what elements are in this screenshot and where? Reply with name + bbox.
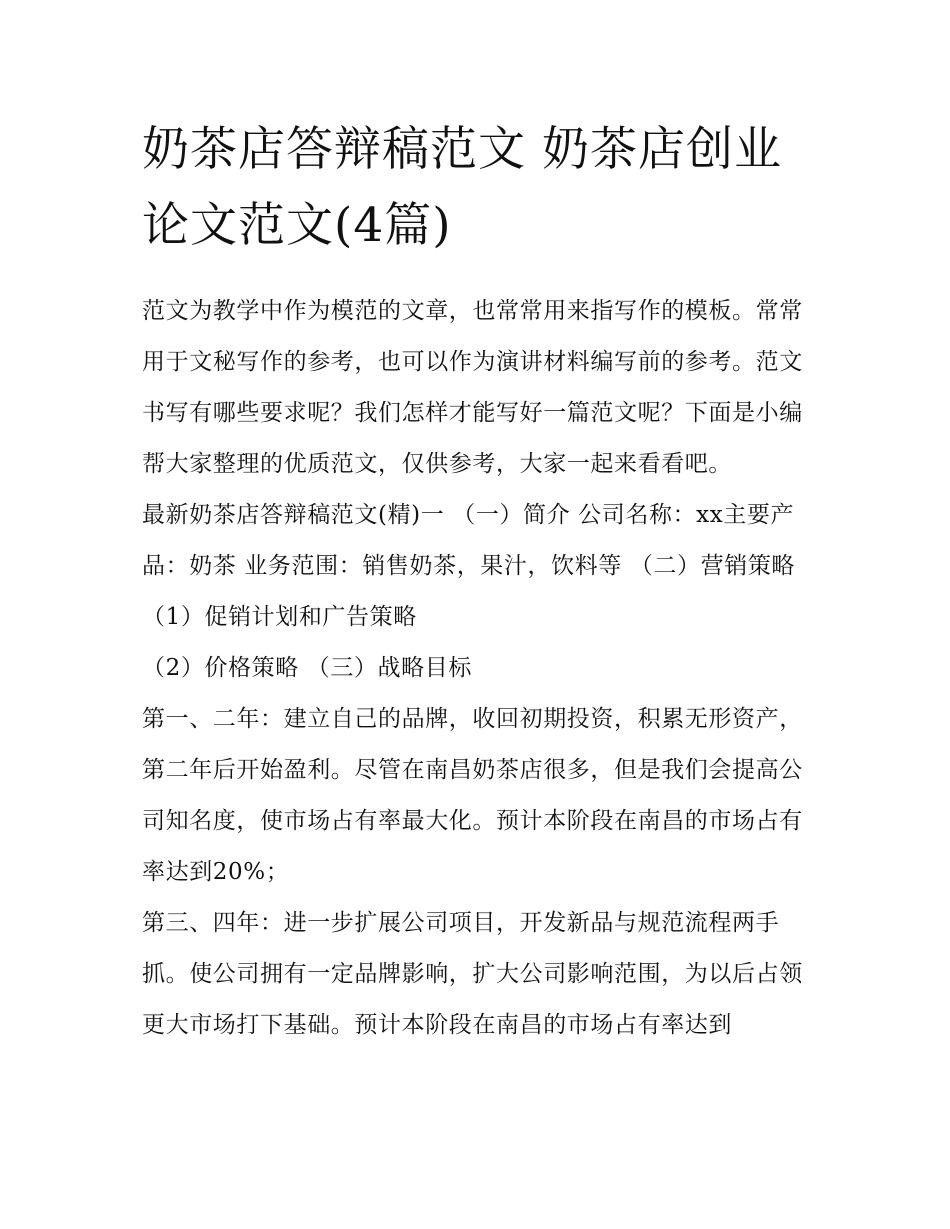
paragraph-section-one: 最新奶茶店答辩稿范文(精)一 （一）简介 公司名称：xx主要产品：奶茶 业务范围：销售奶茶，果汁，饮料等 （二）营销策略 （1）促销计划和广告策略 — [142, 502, 796, 630]
paragraph-year-one-two: 第一、二年：建立自己的品牌，收回初期投资，积累无形资产，第二年后开始盈利。尽管在南昌奶茶店很多，但是我们会提高公司知名度，使市场占有率最大化。预计本阶段在南昌的市场占有率达到20%； — [142, 706, 803, 885]
document-title: 奶茶店答辩稿范文 奶茶店创业论文范文(4篇) — [142, 122, 782, 253]
paragraph-intro: 范文为教学中作为模范的文章，也常常用来指写作的模板。常常用于文秘写作的参考，也可以作为演讲材料编写前的参考。范文书写有哪些要求呢？我们怎样才能写好一篇范文呢？下面是小编帮大家整理的优质范文，仅供参考，大家一起来看看吧。 — [142, 298, 803, 477]
paragraph-year-three-four: 第三、四年：进一步扩展公司项目，开发新品与规范流程两手抓。使公司拥有一定品牌影响，扩大公司影响范围，为以后占领更大市场打下基础。预计本阶段在南昌的市场占有率达到 — [142, 910, 803, 1038]
document-page — [142, 112, 814, 1051]
paragraph-strategy: （2）价格策略 （三）战略目标 — [142, 655, 472, 681]
